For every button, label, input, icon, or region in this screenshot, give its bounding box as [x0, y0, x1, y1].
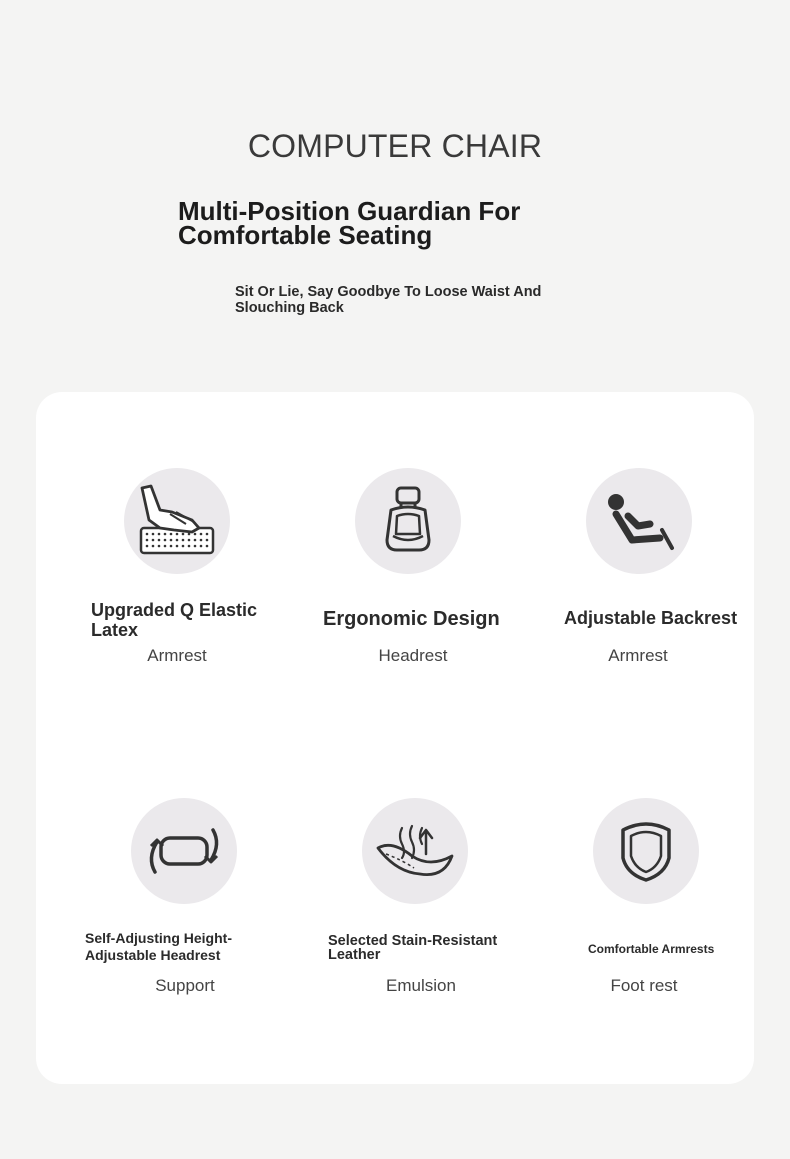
car-seat-icon: [355, 468, 461, 574]
adjust-rotate-icon: [131, 798, 237, 904]
leather-fabric-icon: [362, 798, 468, 904]
feature-title: Adjustable Backrest: [564, 608, 738, 628]
feature-subtitle: Foot rest: [610, 976, 678, 995]
feature-subtitle: Emulsion: [386, 976, 456, 995]
feature-title: Comfortable Armrests: [588, 942, 715, 956]
feature-title: Ergonomic Design: [323, 608, 500, 630]
tagline: Sit Or Lie, Say Goodbye To Loose Waist And Slouching Back: [235, 284, 542, 316]
feature-subtitle: Headrest: [378, 646, 448, 665]
page-title: COMPUTER CHAIR: [247, 128, 543, 164]
feature-title: Self-Adjusting Height-Adjustable Headrest: [85, 930, 232, 963]
hand-latex-icon: [124, 468, 230, 574]
feature-subtitle: Armrest: [608, 646, 668, 665]
shield-badge-icon: [593, 798, 699, 904]
feature-title: Selected Stain-Resistant Leather: [328, 933, 498, 963]
feature-subtitle: Support: [155, 976, 215, 995]
page-subtitle: Multi-Position Guardian For Comfortable Seating: [178, 196, 521, 250]
reclining-person-icon: [586, 468, 692, 574]
feature-subtitle: Armrest: [147, 646, 207, 665]
features-panel: [36, 392, 754, 1084]
feature-title: Upgraded Q Elastic Latex: [91, 600, 258, 640]
